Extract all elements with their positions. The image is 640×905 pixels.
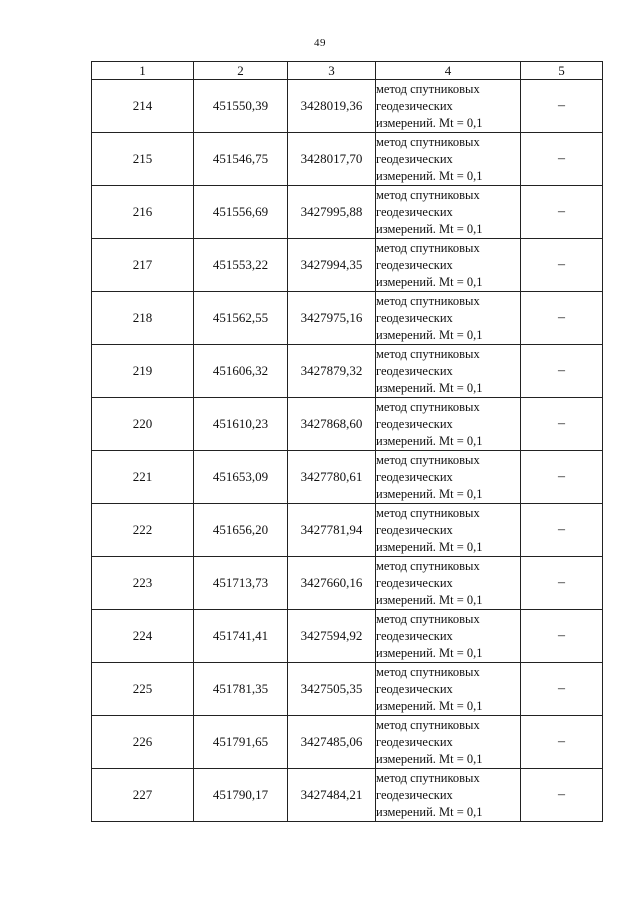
table-row bbox=[92, 239, 603, 292]
method-line-1: метод спутниковых bbox=[376, 346, 480, 361]
y-coordinate-cell: 3427975,16 bbox=[288, 292, 376, 345]
method-line-2: геодезических bbox=[376, 98, 453, 113]
table-row bbox=[92, 610, 603, 663]
table-row bbox=[92, 769, 603, 822]
method-line-3: измерений. Mt = 0,1 bbox=[376, 539, 483, 554]
method-line-2: геодезических bbox=[376, 310, 453, 325]
method-cell bbox=[376, 345, 521, 398]
header-col-2: 2 bbox=[194, 62, 288, 80]
method-line-1: метод спутниковых bbox=[376, 770, 480, 785]
y-coordinate-cell: 3427994,35 bbox=[288, 239, 376, 292]
dash-cell: – bbox=[521, 451, 603, 504]
dash-cell: – bbox=[521, 186, 603, 239]
table-row bbox=[92, 80, 603, 133]
point-number-cell: 221 bbox=[92, 451, 194, 504]
point-number-cell: 215 bbox=[92, 133, 194, 186]
x-coordinate-cell: 451741,41 bbox=[194, 610, 288, 663]
x-coordinate-cell: 451546,75 bbox=[194, 133, 288, 186]
method-line-3: измерений. Mt = 0,1 bbox=[376, 433, 483, 448]
x-coordinate-cell: 451791,65 bbox=[194, 716, 288, 769]
method-cell bbox=[376, 716, 521, 769]
method-line-3: измерений. Mt = 0,1 bbox=[376, 274, 483, 289]
table-row bbox=[92, 557, 603, 610]
method-line-2: геодезических bbox=[376, 363, 453, 378]
dash-cell: – bbox=[521, 133, 603, 186]
header-row bbox=[92, 62, 603, 80]
method-line-3: измерений. Mt = 0,1 bbox=[376, 645, 483, 660]
point-number-cell: 214 bbox=[92, 80, 194, 133]
method-cell bbox=[376, 504, 521, 557]
dash-cell: – bbox=[521, 239, 603, 292]
table-row bbox=[92, 663, 603, 716]
dash-cell: – bbox=[521, 557, 603, 610]
dash-cell: – bbox=[521, 716, 603, 769]
table-row bbox=[92, 398, 603, 451]
method-line-1: метод спутниковых bbox=[376, 134, 480, 149]
x-coordinate-cell: 451553,22 bbox=[194, 239, 288, 292]
coordinates-table bbox=[91, 61, 603, 822]
method-line-2: геодезических bbox=[376, 151, 453, 166]
x-coordinate-cell: 451781,35 bbox=[194, 663, 288, 716]
table-body bbox=[92, 80, 603, 822]
point-number-cell: 216 bbox=[92, 186, 194, 239]
method-line-1: метод спутниковых bbox=[376, 717, 480, 732]
table-row bbox=[92, 186, 603, 239]
x-coordinate-cell: 451550,39 bbox=[194, 80, 288, 133]
method-line-3: измерений. Mt = 0,1 bbox=[376, 327, 483, 342]
method-cell bbox=[376, 398, 521, 451]
method-cell bbox=[376, 186, 521, 239]
point-number-cell: 220 bbox=[92, 398, 194, 451]
method-line-2: геодезических bbox=[376, 575, 453, 590]
y-coordinate-cell: 3427781,94 bbox=[288, 504, 376, 557]
x-coordinate-cell: 451556,69 bbox=[194, 186, 288, 239]
dash-cell: – bbox=[521, 292, 603, 345]
method-line-3: измерений. Mt = 0,1 bbox=[376, 804, 483, 819]
x-coordinate-cell: 451656,20 bbox=[194, 504, 288, 557]
table-header bbox=[92, 62, 603, 80]
point-number-cell: 222 bbox=[92, 504, 194, 557]
y-coordinate-cell: 3427660,16 bbox=[288, 557, 376, 610]
point-number-cell: 226 bbox=[92, 716, 194, 769]
y-coordinate-cell: 3427780,61 bbox=[288, 451, 376, 504]
point-number-cell: 218 bbox=[92, 292, 194, 345]
table-row bbox=[92, 133, 603, 186]
point-number-cell: 217 bbox=[92, 239, 194, 292]
method-line-1: метод спутниковых bbox=[376, 505, 480, 520]
method-line-2: геодезических bbox=[376, 204, 453, 219]
method-cell bbox=[376, 610, 521, 663]
method-line-1: метод спутниковых bbox=[376, 611, 480, 626]
method-line-1: метод спутниковых bbox=[376, 558, 480, 573]
point-number-cell: 223 bbox=[92, 557, 194, 610]
header-col-4: 4 bbox=[376, 62, 521, 80]
method-line-1: метод спутниковых bbox=[376, 452, 480, 467]
dash-cell: – bbox=[521, 610, 603, 663]
point-number-cell: 219 bbox=[92, 345, 194, 398]
table-row bbox=[92, 292, 603, 345]
dash-cell: – bbox=[521, 345, 603, 398]
table-row bbox=[92, 504, 603, 557]
method-line-1: метод спутниковых bbox=[376, 187, 480, 202]
dash-cell: – bbox=[521, 398, 603, 451]
method-line-1: метод спутниковых bbox=[376, 399, 480, 414]
method-line-3: измерений. Mt = 0,1 bbox=[376, 751, 483, 766]
dash-cell: – bbox=[521, 663, 603, 716]
method-cell bbox=[376, 451, 521, 504]
y-coordinate-cell: 3427505,35 bbox=[288, 663, 376, 716]
method-cell bbox=[376, 292, 521, 345]
table-row bbox=[92, 716, 603, 769]
method-cell bbox=[376, 769, 521, 822]
point-number-cell: 224 bbox=[92, 610, 194, 663]
y-coordinate-cell: 3427485,06 bbox=[288, 716, 376, 769]
table-row bbox=[92, 451, 603, 504]
method-line-1: метод спутниковых bbox=[376, 81, 480, 96]
method-line-2: геодезических bbox=[376, 681, 453, 696]
x-coordinate-cell: 451610,23 bbox=[194, 398, 288, 451]
y-coordinate-cell: 3427868,60 bbox=[288, 398, 376, 451]
x-coordinate-cell: 451606,32 bbox=[194, 345, 288, 398]
method-line-3: измерений. Mt = 0,1 bbox=[376, 698, 483, 713]
dash-cell: – bbox=[521, 504, 603, 557]
method-line-2: геодезических bbox=[376, 787, 453, 802]
method-line-2: геодезических bbox=[376, 416, 453, 431]
method-line-2: геодезических bbox=[376, 469, 453, 484]
method-cell bbox=[376, 133, 521, 186]
y-coordinate-cell: 3427995,88 bbox=[288, 186, 376, 239]
method-line-3: измерений. Mt = 0,1 bbox=[376, 115, 483, 130]
y-coordinate-cell: 3428019,36 bbox=[288, 80, 376, 133]
method-cell bbox=[376, 80, 521, 133]
method-line-3: измерений. Mt = 0,1 bbox=[376, 221, 483, 236]
method-line-1: метод спутниковых bbox=[376, 240, 480, 255]
method-line-2: геодезических bbox=[376, 257, 453, 272]
method-line-3: измерений. Mt = 0,1 bbox=[376, 592, 483, 607]
method-line-1: метод спутниковых bbox=[376, 664, 480, 679]
dash-cell: – bbox=[521, 80, 603, 133]
y-coordinate-cell: 3427484,21 bbox=[288, 769, 376, 822]
method-line-2: геодезических bbox=[376, 628, 453, 643]
header-col-3: 3 bbox=[288, 62, 376, 80]
method-cell bbox=[376, 663, 521, 716]
x-coordinate-cell: 451790,17 bbox=[194, 769, 288, 822]
method-line-2: геодезических bbox=[376, 734, 453, 749]
x-coordinate-cell: 451562,55 bbox=[194, 292, 288, 345]
table-row bbox=[92, 345, 603, 398]
point-number-cell: 227 bbox=[92, 769, 194, 822]
y-coordinate-cell: 3427594,92 bbox=[288, 610, 376, 663]
method-cell bbox=[376, 557, 521, 610]
dash-cell: – bbox=[521, 769, 603, 822]
header-col-1: 1 bbox=[92, 62, 194, 80]
method-line-2: геодезических bbox=[376, 522, 453, 537]
method-line-1: метод спутниковых bbox=[376, 293, 480, 308]
x-coordinate-cell: 451653,09 bbox=[194, 451, 288, 504]
header-col-5: 5 bbox=[521, 62, 603, 80]
y-coordinate-cell: 3428017,70 bbox=[288, 133, 376, 186]
method-cell bbox=[376, 239, 521, 292]
y-coordinate-cell: 3427879,32 bbox=[288, 345, 376, 398]
method-line-3: измерений. Mt = 0,1 bbox=[376, 168, 483, 183]
x-coordinate-cell: 451713,73 bbox=[194, 557, 288, 610]
page-number: 49 bbox=[314, 37, 326, 49]
point-number-cell: 225 bbox=[92, 663, 194, 716]
method-line-3: измерений. Mt = 0,1 bbox=[376, 486, 483, 501]
method-line-3: измерений. Mt = 0,1 bbox=[376, 380, 483, 395]
